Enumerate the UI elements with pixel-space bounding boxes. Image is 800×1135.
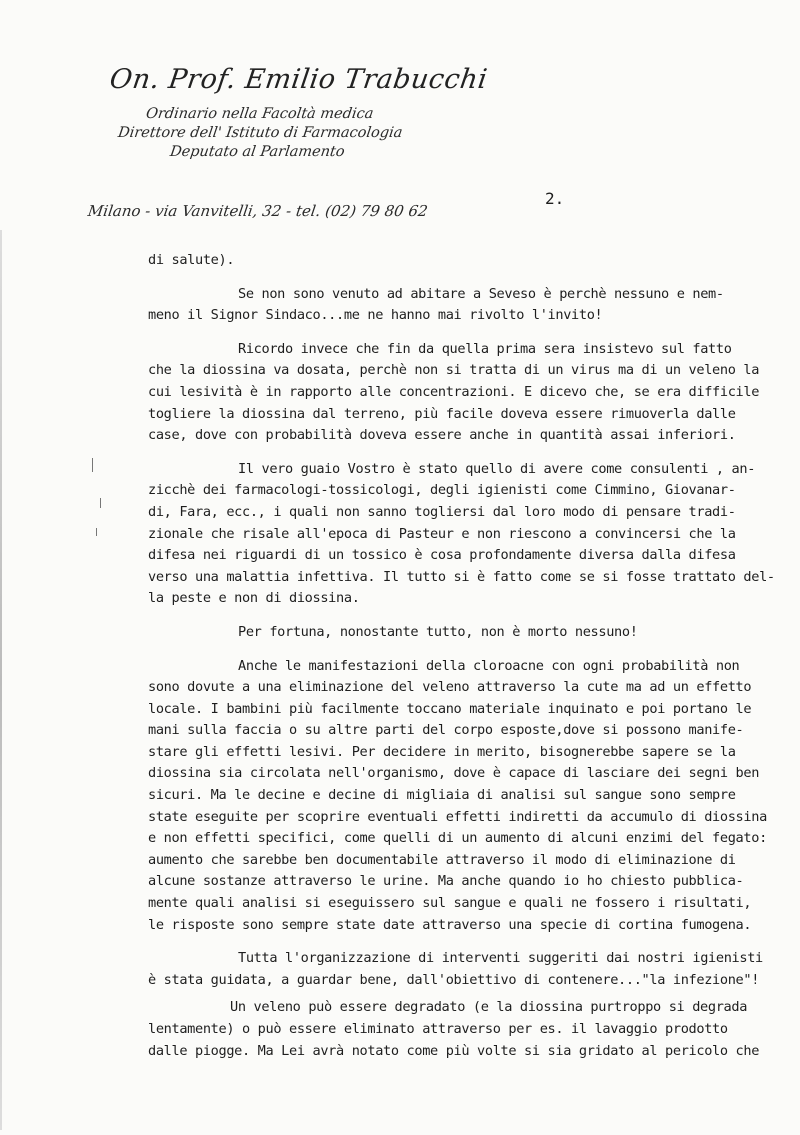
text-line: e non effetti specifici, come quelli di un aumento di alcuni enzimi del fegato: (148, 830, 767, 847)
text-line: togliere la diossina dal terreno, più facile doveva essere rimuoverla dalle (148, 405, 736, 422)
paragraph-3 (148, 339, 798, 447)
text-line: meno il Signor Sindaco...me ne hanno mai rivolto l'invito! (148, 307, 603, 324)
text-line: Ricordo invece che fin da quella prima sera insistevo sul fatto (238, 340, 732, 357)
text-line: di salute). (148, 252, 235, 268)
letterhead-name: On. Prof. Emilio Trabucchi (107, 64, 490, 95)
text-line: Per fortuna, nonostante tutto, non è morto nessuno! (238, 623, 638, 640)
paragraph-6 (148, 656, 798, 937)
text-line: Tutta l'organizzazione di interventi suggeriti dai nostri igienisti (238, 950, 763, 967)
text-line: dalle piogge. Ma Lei avrà notato come più volte si sia gridato al pericolo che (148, 1042, 760, 1059)
text-line: lentamente) o può essere eliminato attraverso per es. il lavaggio prodotto (148, 1021, 728, 1037)
margin-mark (96, 528, 97, 536)
paragraph-1 (148, 250, 798, 272)
text-line: sono dovute a una eliminazione del veleno attraverso la cute ma ad un effetto (148, 679, 752, 696)
text-line: case, dove con probabilità doveva essere anche in quantità assai inferiori. (148, 427, 736, 444)
text-line: verso una malattia infettiva. Il tutto si è fatto come se si fosse trattato del- (148, 568, 775, 585)
text-line: state eseguite per scoprire eventuali effetti indiretti da accumulo di diossina (148, 808, 767, 825)
paragraph-7 (148, 948, 798, 991)
letterhead-address: Milano - via Vanvitelli, 32 - tel. (02) 79 80 62 (86, 202, 429, 220)
text-line: cui lesività è in rapporto alle concentrazioni. E dicevo che, se era difficile (148, 383, 760, 400)
text-line: che la diossina va dosata, perchè non si tratta di un virus ma di un veleno la (148, 362, 760, 379)
text-line: zicchè dei farmacologi-tossicologi, degli igienisti come Cimmino, Giovanar- (148, 482, 736, 499)
margin-mark (100, 498, 101, 508)
text-line: difesa nei riguardi di un tossico è cosa profondamente diversa dalla difesa (148, 547, 736, 564)
text-line: la peste e non di diossina. (148, 590, 360, 607)
paragraph-2 (148, 284, 798, 327)
page-number: 2. (545, 189, 565, 208)
letterhead-title-1: Ordinario nella Facoltà medica (144, 106, 375, 122)
text-line: Anche le manifestazioni della cloroacne con ogni probabilità non (238, 657, 740, 674)
text-line: alcune sostanze attraverso le urine. Ma anche quando io ho chiesto pubblica- (148, 873, 744, 890)
text-line: sicuri. Ma le decine e decine di migliaia di analisi sul sangue sono sempre (148, 787, 736, 804)
paragraph-8 (148, 997, 798, 1062)
text-line: di, Fara, ecc., i quali non sanno togliersi dal loro modo di pensare tradi- (148, 503, 736, 520)
text-line: mani sulla faccia o su altre parti del corpo esposte,dove si possono manife- (148, 722, 744, 739)
text-line: locale. I bambini più facilmente toccano materiale inquinato e poi portano le (148, 700, 752, 717)
text-line: Se non sono venuto ad abitare a Seveso è perchè nessuno e nem- (238, 285, 724, 302)
letterhead (0, 0, 800, 230)
text-line: diossina sia circolata nell'organismo, dove è capace di lasciare dei segni ben (148, 765, 760, 782)
letterhead-title-3: Deputato al Parlamento (168, 144, 346, 160)
text-line: stare gli effetti lesivi. Per decidere in merito, bisognerebbe sapere se la (148, 743, 736, 760)
text-line: Il vero guaio Vostro è stato quello di avere come consulenti , an- (238, 460, 756, 477)
text-line: è stata guidata, a guardar bene, dall'obiettivo di contenere..."la infezione"! (148, 971, 760, 988)
text-line: mente quali analisi si eseguissero sul sangue e quali ne fossero i risultati, (148, 895, 752, 912)
paragraph-4 (148, 459, 798, 610)
margin-mark (92, 458, 93, 472)
margin-pencil-marks (0, 330, 130, 630)
text-line: zionale che risale all'epoca di Pasteur e non riescono a convincersi che la (148, 525, 736, 542)
text-line: Un veleno può essere degradato (e la diossina purtroppo si degrada (230, 999, 748, 1016)
letterhead-title-2: Direttore dell' Istituto di Farmacologia (116, 125, 404, 141)
text-line: aumento che sarebbe ben documentabile attraverso il modo di eliminazione di (148, 851, 736, 868)
paragraph-5 (148, 622, 798, 644)
text-line: le risposte sono sempre state date attraverso una specie di cortina fumogena. (148, 916, 752, 933)
letter-body (148, 250, 798, 1062)
